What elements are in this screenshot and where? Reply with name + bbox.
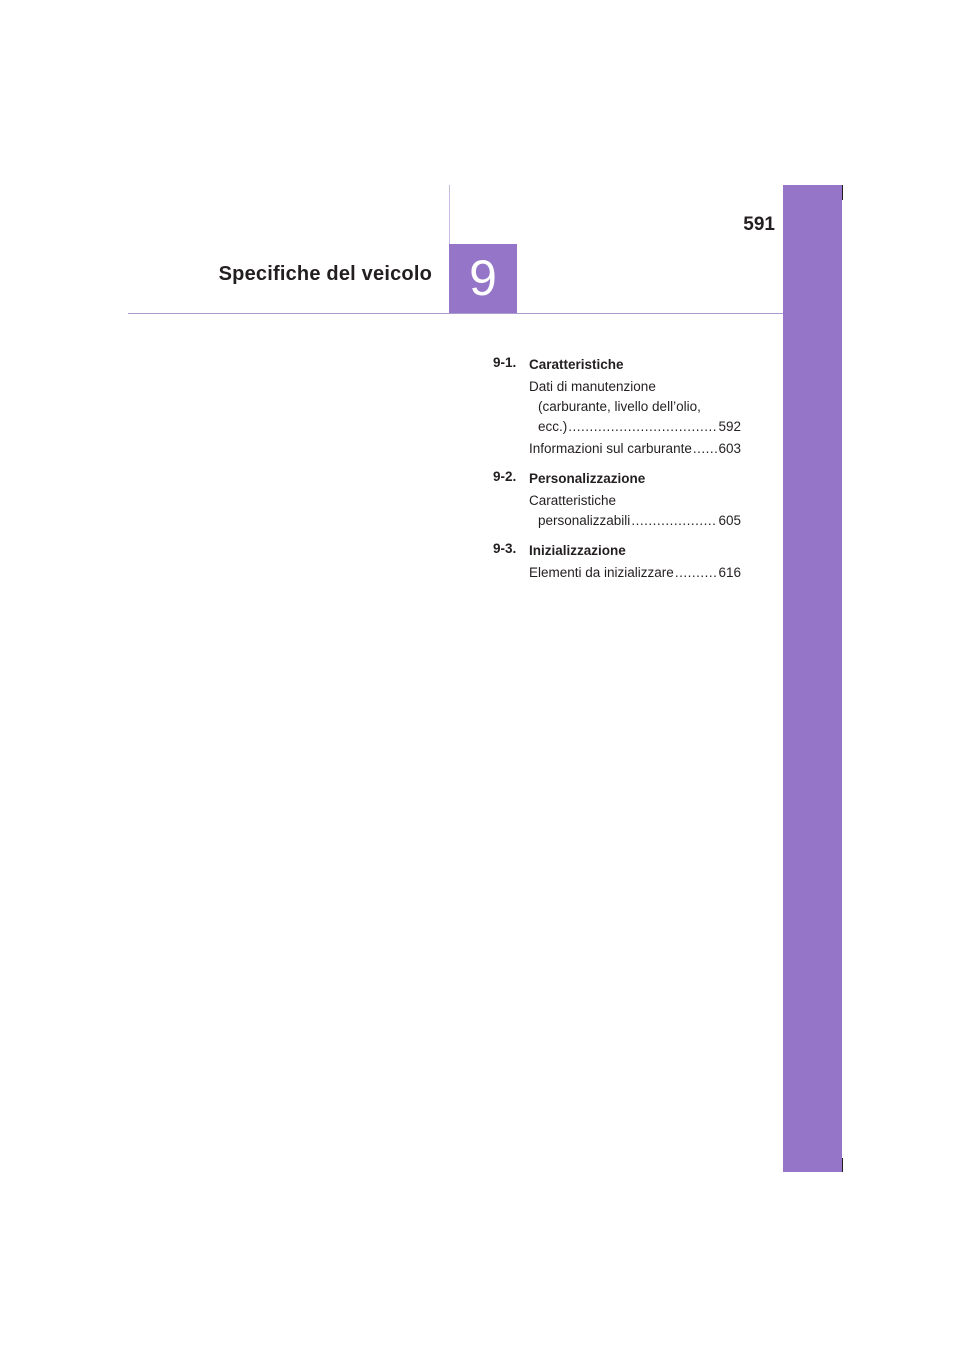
section-number: 9-1. (493, 355, 517, 370)
page-number: 591 (743, 214, 775, 235)
toc-entry[interactable] (529, 439, 741, 459)
section-title: Personalizzazione (529, 471, 646, 486)
dot-leader (675, 563, 718, 583)
section-title: Inizializzazione (529, 543, 626, 558)
entry-text: Elementi da inizializzare (529, 565, 674, 580)
crop-mark-bottom (842, 1158, 843, 1172)
entry-page-number: 616 (718, 565, 741, 580)
chapter-number-badge: 9 (449, 244, 517, 313)
chapter-title: Specifiche del veicolo (218, 263, 432, 285)
entry-text: Informazioni sul carburante (529, 441, 692, 456)
crop-mark-top (842, 185, 843, 200)
toc-section-9-1 (493, 355, 741, 459)
dot-leader (568, 417, 717, 437)
toc-entry[interactable] (529, 377, 741, 437)
entry-text: personalizzabili (538, 513, 631, 528)
entry-page-number: 603 (718, 441, 741, 456)
entry-text: Caratteristiche (529, 493, 617, 508)
toc-section-9-3 (493, 541, 741, 583)
section-number: 9-2. (493, 469, 517, 484)
dot-leader (693, 439, 718, 459)
toc-entry[interactable] (529, 563, 741, 583)
section-title: Caratteristiche (529, 357, 624, 372)
toc-section-9-2 (493, 469, 741, 531)
chapter-side-tab (783, 185, 842, 1172)
header-rule (128, 313, 783, 314)
entry-text: Dati di manutenzione (529, 379, 656, 394)
section-number: 9-3. (493, 541, 517, 556)
entry-page-number: 605 (718, 513, 741, 528)
toc-entry[interactable] (529, 491, 741, 531)
entry-text: ecc.) (538, 419, 568, 434)
entry-page-number: 592 (718, 419, 741, 434)
entry-text: (carburante, livello dell’olio, (538, 399, 701, 414)
dot-leader (631, 511, 717, 531)
table-of-contents (493, 355, 741, 593)
